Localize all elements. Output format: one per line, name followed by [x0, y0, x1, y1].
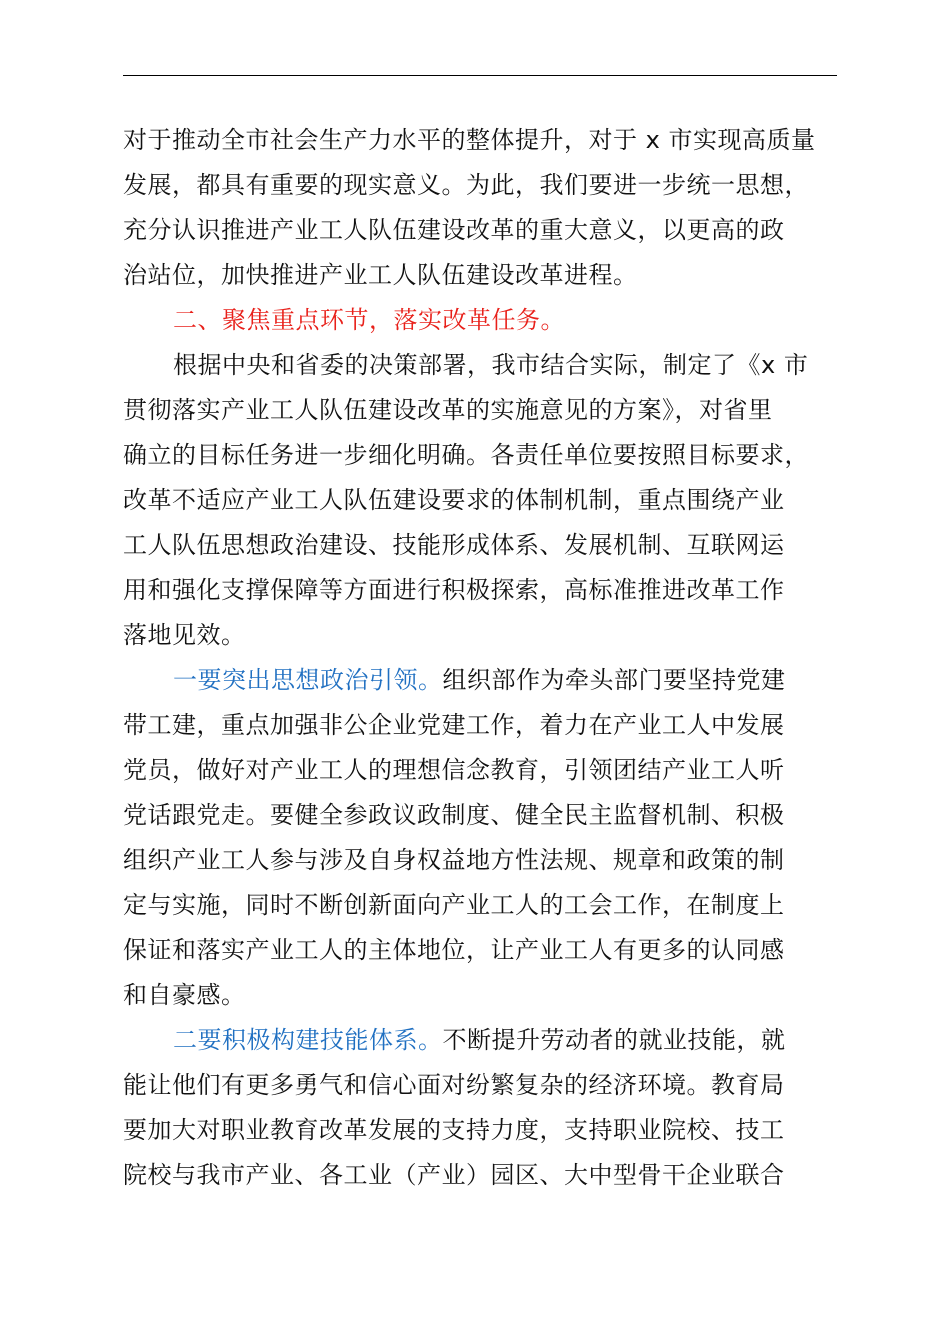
- header-rule: [123, 75, 837, 76]
- text-line: 和自豪感。: [123, 981, 246, 1009]
- text-line: 党员，做好对产业工人的理想信念教育，引领团结产业工人听: [123, 756, 785, 784]
- text-line: 贯彻落实产业工人队伍建设改革的实施意见的方案》，对省里: [123, 396, 773, 424]
- text-line: 要加大对职业教育改革发展的支持力度，支持职业院校、技工: [123, 1116, 785, 1144]
- text-line: [123, 658, 843, 703]
- text-run: 不断提升劳动者的就业技能，就: [442, 1026, 786, 1054]
- text-line: [123, 1018, 843, 1063]
- text-line: 改革不适应产业工人队伍建设要求的体制机制，重点围绕产业: [123, 486, 785, 514]
- text-line: 带工建，重点加强非公企业党建工作，着力在产业工人中发展: [123, 711, 785, 739]
- text-line: 对于推动全市社会生产力水平的整体提升，对于 x 市实现高质量: [123, 126, 816, 154]
- text-line: 确立的目标任务进一步细化明确。各责任单位要按照目标要求，: [123, 441, 809, 469]
- text-line: 能让他们有更多勇气和信心面对纷繁复杂的经济环境。教育局: [123, 1071, 785, 1099]
- text-line: 组织产业工人参与涉及自身权益地方性法规、规章和政策的制: [123, 846, 785, 874]
- text-line: 用和强化支撑保障等方面进行积极探索，高标准推进改革工作: [123, 576, 785, 604]
- section-heading: 二、聚焦重点环节，落实改革任务。: [173, 306, 565, 334]
- paragraph-lead: 二要积极构建技能体系。: [173, 1026, 443, 1054]
- text-line: 保证和落实产业工人的主体地位，让产业工人有更多的认同感: [123, 936, 785, 964]
- paragraph-1: [123, 118, 843, 298]
- paragraph-2: [123, 343, 843, 658]
- paragraph-3: [123, 658, 843, 1018]
- text-line: 定与实施，同时不断创新面向产业工人的工会工作，在制度上: [123, 891, 785, 919]
- text-line: 工人队伍思想政治建设、技能形成体系、发展机制、互联网运: [123, 531, 785, 559]
- text-line: 充分认识推进产业工人队伍建设改革的重大意义，以更高的政: [123, 216, 785, 244]
- text-line: 党话跟党走。要健全参政议政制度、健全民主监督机制、积极: [123, 801, 785, 829]
- text-run: 组织部作为牵头部门要坚持党建: [442, 666, 786, 694]
- text-line: 发展，都具有重要的现实意义。为此，我们要进一步统一思想，: [123, 171, 809, 199]
- text-line: 院校与我市产业、各工业（产业）园区、大中型骨干企业联合: [123, 1161, 785, 1189]
- text-line: 根据中央和省委的决策部署，我市结合实际，制定了《x 市: [173, 351, 809, 379]
- text-line: 治站位，加快推进产业工人队伍建设改革进程。: [123, 261, 638, 289]
- document-body: [123, 118, 843, 1198]
- paragraph-4: [123, 1018, 843, 1198]
- paragraph-lead: 一要突出思想政治引领。: [173, 666, 443, 694]
- text-line: 落地见效。: [123, 621, 246, 649]
